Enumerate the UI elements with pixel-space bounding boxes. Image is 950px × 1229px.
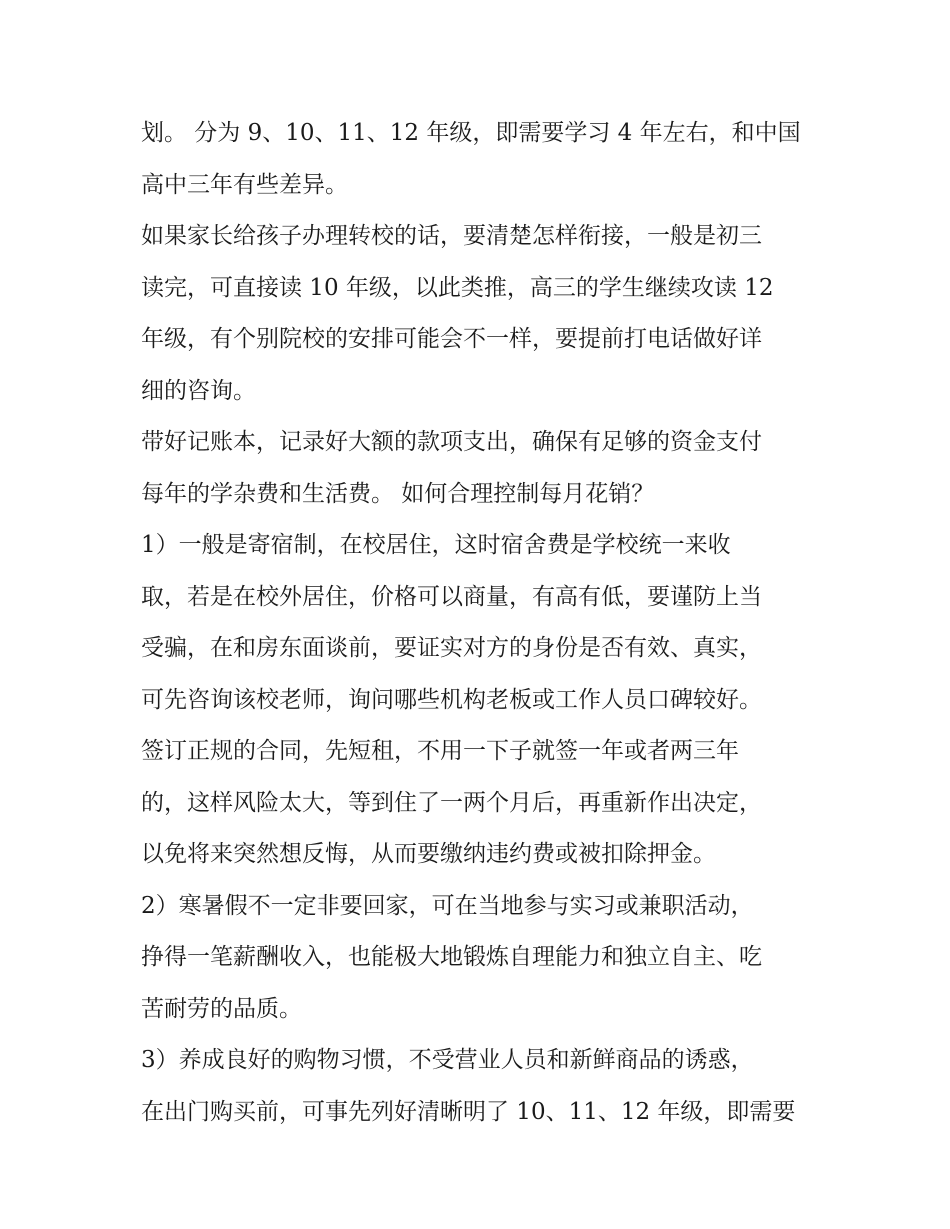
text-line: 的，这样风险太大，等到住了一两个月后，再重新作出决定， xyxy=(141,789,762,816)
text-line: 取，若是在校外居住，价格可以商量，有高有低，要谨防上当 xyxy=(141,583,762,610)
text-line: 划。 分为 9、10、11、12 年级，即需要学习 4 年左右，和中国 xyxy=(141,120,801,146)
text-line: 受骗，在和房东面谈前，要证实对方的身份是否有效、真实， xyxy=(141,635,762,661)
text-line: 1）一般是寄宿制，在校居住，这时宿舍费是学校统一来收 xyxy=(141,532,731,558)
text-line: 带好记账本，记录好大额的款项支出，确保有足够的资金支付 xyxy=(141,429,762,455)
document-body xyxy=(141,108,821,1138)
text-line: 3）养成良好的购物习惯，不受营业人员和新鲜商品的诱惑， xyxy=(141,1047,754,1073)
text-line: 以免将来突然想反悔，从而要缴纳违约费或被扣除押金。 xyxy=(141,841,716,867)
text-line: 在出门购买前，可事先列好清晰明了 10、11、12 年级，即需要 xyxy=(141,1098,796,1125)
text-line: 读完，可直接读 10 年级，以此类推，高三的学生继续攻读 12 xyxy=(141,274,774,301)
text-line: 如果家长给孩子办理转校的话，要清楚怎样衔接，一般是初三 xyxy=(141,223,762,249)
text-line: 年级，有个别院校的安排可能会不一样，要提前打电话做好详 xyxy=(141,326,762,352)
text-line: 每年的学杂费和生活费。 如何合理控制每月花销？ xyxy=(141,480,655,507)
text-line: 可先咨询该校老师，询问哪些机构老板或工作人员口碑较好。 xyxy=(141,686,762,713)
text-line: 苦耐劳的品质。 xyxy=(141,995,302,1022)
text-line: 细的咨询。 xyxy=(141,377,256,404)
text-line: 高中三年有些差异。 xyxy=(141,171,348,198)
text-line: 2）寒暑假不一定非要回家，可在当地参与实习或兼职活动， xyxy=(141,892,754,919)
text-line: 签订正规的合同，先短租，不用一下子就签一年或者两三年 xyxy=(141,738,739,764)
text-line: 挣得一笔薪酬收入，也能极大地锻炼自理能力和独立自主、吃 xyxy=(141,944,762,970)
